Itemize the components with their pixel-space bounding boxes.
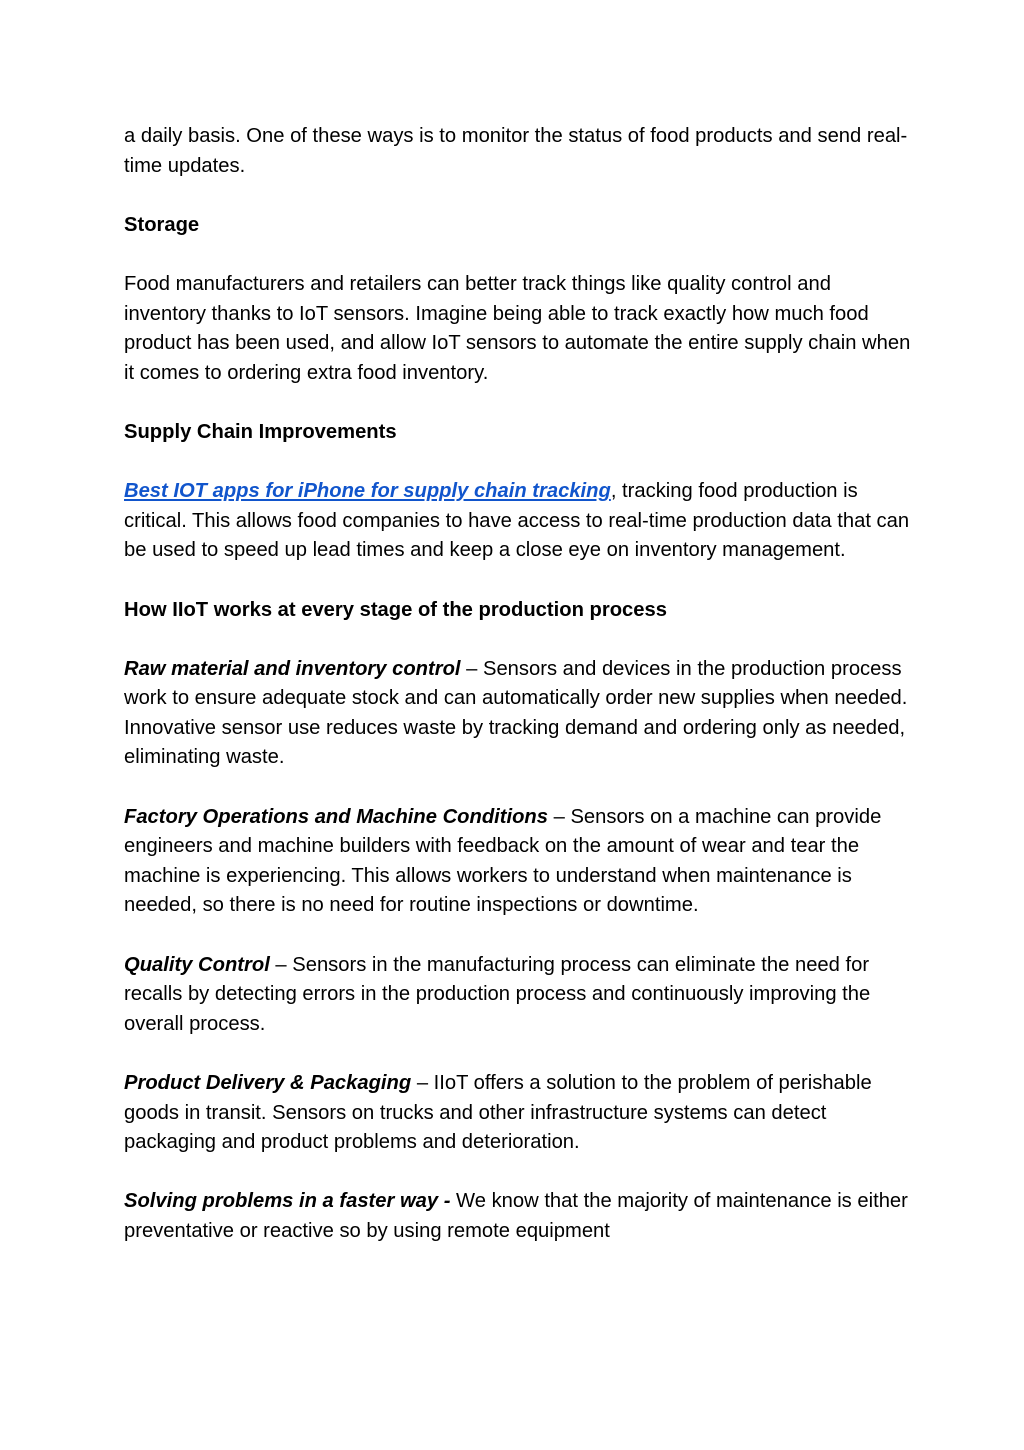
supply-chain-paragraph-text: , tracking food production is critical. This allows food companies to have access to real-time production data that can be used to speed up lead times and keep a close eye on inventory management. [124,480,910,562]
iiot-item-text: – IIoT offers a solution to the problem of perishable goods in transit. Sensors on trucks and other infrastructure systems can detect packaging and product problems and deterioration. [124,1072,872,1154]
iiot-item-lead: Raw material and inventory control [124,657,461,680]
supply-chain-heading: Supply Chain Improvements [124,420,397,443]
supply-chain-tracking-link[interactable]: Best IOT apps for iPhone for supply chain tracking [124,480,611,503]
iiot-item-lead: Product Delivery & Packaging [124,1072,412,1094]
iiot-heading: How IIoT works at every stage of the production process [124,598,667,621]
iiot-item-raw-material [124,655,914,773]
document-page [124,122,914,1276]
iiot-item-lead: Solving problems in a faster way - [124,1190,451,1213]
iiot-item-text: – Sensors and devices in the production process work to ensure adequate stock and can automatically order new supplies when needed. Innovative sensor use reduces waste by tracking demand and ordering only as needed, eliminating waste. [124,657,908,769]
iiot-item-text: – Sensors on a machine can provide engineers and machine builders with feedback on the amount of wear and tear the machine is experiencing. This allows workers to understand when maintenance is needed, so there is no need for routine inspections or downtime. [124,805,882,917]
iiot-item-lead: Quality Control [124,953,270,976]
intro-paragraph: a daily basis. One of these ways is to monitor the status of food products and send real-time updates. [124,125,908,177]
storage-paragraph: Food manufacturers and retailers can better track things like quality control and inventory thanks to IoT sensors. Imagine being able to track exactly how much food product has been used, and allow IoT sensors to automate the entire supply chain when it comes to ordering extra food inventory. [124,272,911,384]
iiot-item-product-delivery [124,1069,914,1158]
iiot-item-text: We know that the majority of maintenance is either preventative or reactive so by using remote equipment [124,1190,908,1242]
iiot-item-lead: Factory Operations and Machine Conditions [124,805,548,828]
iiot-item-quality-control [124,951,914,1040]
storage-heading: Storage [124,213,200,236]
iiot-item-factory-operations [124,803,914,921]
iiot-item-text: – Sensors in the manufacturing process can eliminate the need for recalls by detecting errors in the production process and continuously improving the overall process. [124,953,871,1035]
iiot-item-solving-problems [124,1187,914,1246]
supply-chain-paragraph [124,477,914,566]
